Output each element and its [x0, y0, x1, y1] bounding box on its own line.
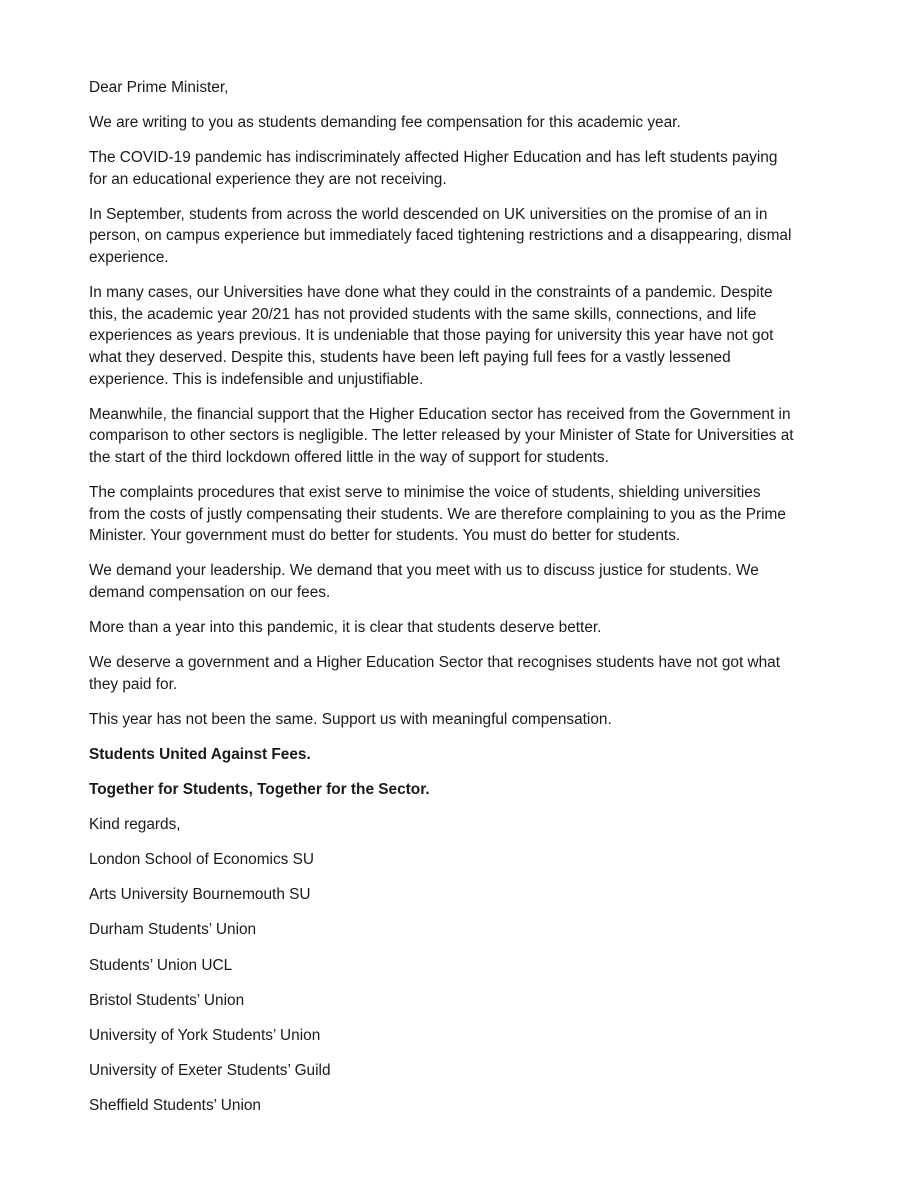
salutation: Dear Prime Minister,: [89, 79, 229, 96]
paragraph-8: More than a year into this pandemic, it is clear that students deserve better.: [89, 618, 602, 636]
signatory: Durham Students’ Union: [89, 921, 257, 939]
paragraph-9: We deserve a government and a Higher Education Sector that recognises students have not got what they paid for.: [89, 653, 781, 693]
closing: Kind regards,: [89, 815, 181, 833]
signatory-list: [89, 849, 794, 1131]
signatory: Sheffield Students’ Union: [89, 1097, 261, 1115]
slogan-students-united: Students United Against Fees.: [89, 745, 311, 763]
signatory: Bristol Students’ Union: [89, 991, 245, 1009]
paragraph-1: We are writing to you as students demanding fee compensation for this academic year.: [89, 114, 681, 132]
signatory: Students’ Union UCL: [89, 956, 233, 974]
paragraph-4: In many cases, our Universities have done what they could in the constraints of a pandemic. Despite this, the academic year 20/21 has not provided students with the same skills, connections, and life experiences as years previous. It is undeniable that those paying for university this year have not got what they deserved. Despite this, students have been left paying full fees for a vastly lessened experience. This is indefensible and unjustifiable.: [89, 284, 774, 388]
paragraph-3: In September, students from across the world descended on UK universities on the promise of an in person, on campus experience but immediately faced tightening restrictions and a disappearing, dismal experience.: [89, 205, 792, 267]
paragraph-2: The COVID-19 pandemic has indiscriminately affected Higher Education and has left students paying for an educational experience they are not receiving.: [89, 149, 778, 188]
signatory: Arts University Bournemouth SU: [89, 886, 311, 904]
paragraph-6: The complaints procedures that exist serve to minimise the voice of students, shielding universities from the costs of justly compensating their students. We are therefore complaining to you as the Prime Minister. Your government must do better for students. You must do better for students.: [89, 483, 786, 545]
paragraph-7: We demand your leadership. We demand that you meet with us to discuss justice for students. We demand compensation on our fees.: [89, 562, 759, 601]
signatory: University of York Students’ Union: [89, 1026, 321, 1044]
signatory: London School of Economics SU: [89, 851, 315, 869]
slogan-together: Together for Students, Together for the Sector.: [89, 780, 430, 798]
paragraph-5: Meanwhile, the financial support that the Higher Education sector has received from the Government in comparison to other sectors is negligible. The letter released by your Minister of State for Universities at the start of the third lockdown offered little in the way of support for students.: [89, 405, 794, 466]
paragraph-10: This year has not been the same. Support us with meaningful compensation.: [89, 710, 612, 728]
letter-body: [89, 77, 794, 1131]
signatory: University of Exeter Students’ Guild: [89, 1062, 331, 1080]
